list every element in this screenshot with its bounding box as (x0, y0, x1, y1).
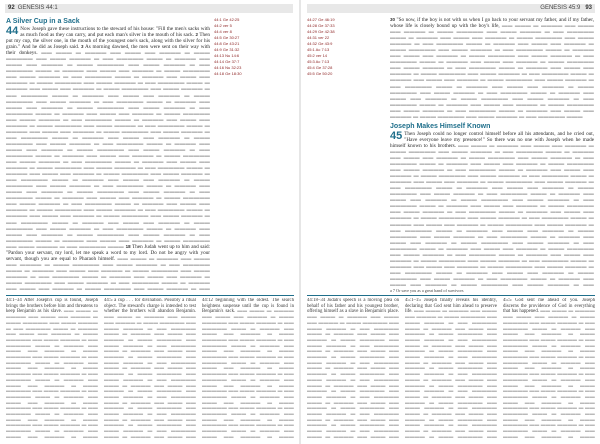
cross-ref: 44:13 Nu 14:6 (214, 53, 240, 58)
text-block-placeholder: ▬▬ ▬▬▬ ▬ ▬▬▬▬ ▬▬ ▬▬▬ ▬▬ ▬▬▬▬ ▬ ▬▬▬ ▬▬▬▬▬ ▬▬ ▬▬▬ ▬▬▬▬ ▬ ▬▬ ▬▬▬▬▬ ▬▬▬ ▬ ▬▬▬▬ ▬▬ ▬▬▬ ▬▬ ▬▬▬▬ ▬ ▬▬▬ ▬▬▬▬▬ ▬▬ ▬▬▬ ▬▬▬▬ ▬ ▬▬ ▬▬▬▬▬ ▬▬▬ ▬ ▬▬▬▬ ▬▬ ▬▬▬ ▬▬ ▬▬▬▬ ▬ ▬▬▬ ▬▬▬▬▬ ▬▬ ▬▬▬ ▬▬▬▬ ▬ ▬▬ ▬▬▬▬▬ ▬▬▬ ▬ ▬▬▬▬ ▬▬ ▬▬▬ ▬▬ ▬▬▬▬ ▬ ▬▬▬ ▬▬▬▬▬ ▬▬ ▬▬▬ ▬▬▬▬ ▬ ▬▬ (6, 255, 210, 292)
text-block-placeholder: ▬▬ ▬▬▬ ▬ ▬▬▬▬ ▬▬ ▬▬▬ ▬▬ ▬▬▬▬ ▬ ▬▬▬ ▬▬▬▬▬ ▬▬ ▬▬▬ ▬▬▬▬ ▬ ▬▬ ▬▬▬▬▬ ▬▬▬ ▬ ▬▬▬▬ ▬▬ ▬▬▬ ▬▬ ▬▬▬▬ ▬ ▬▬▬ ▬▬▬▬▬ ▬▬ ▬▬▬ ▬▬▬▬ ▬ ▬▬ ▬▬▬▬▬ ▬▬▬ ▬ ▬▬▬▬ ▬▬ ▬▬▬ ▬▬ ▬▬▬▬ ▬ ▬▬▬ ▬▬▬▬▬ ▬▬ ▬▬▬ ▬▬▬▬ ▬ ▬▬ ▬▬▬▬▬ ▬▬▬ ▬ ▬▬▬▬ ▬▬ ▬▬▬ ▬▬ ▬▬▬▬ ▬ ▬▬▬ ▬▬▬▬▬ ▬▬ ▬▬▬ ▬▬▬▬ ▬ ▬▬ ▬▬▬▬▬ ▬▬▬ ▬ ▬▬▬▬ ▬▬ ▬▬▬ ▬▬ ▬▬▬▬ ▬ ▬▬▬ ▬▬▬▬▬ ▬▬ ▬▬▬ ▬▬▬▬ ▬ ▬▬ ▬▬▬▬▬ ▬▬▬ ▬ ▬▬▬▬ ▬▬ ▬▬▬ ▬▬ ▬▬▬▬ ▬ ▬▬▬ ▬▬▬▬▬ ▬▬ ▬▬▬ ▬▬▬▬ ▬ ▬▬ ▬▬▬▬▬ ▬▬▬ ▬ ▬▬▬▬ ▬▬ ▬▬▬ ▬▬ ▬▬▬▬ ▬ ▬▬▬ ▬▬▬▬▬ ▬▬ ▬▬▬ ▬▬▬▬ ▬ ▬▬ ▬▬▬▬▬ ▬▬▬ ▬ ▬▬▬▬ ▬▬ ▬▬▬ ▬▬ ▬▬▬▬ ▬ ▬▬▬ ▬▬▬▬▬ ▬▬ ▬▬▬ ▬▬▬▬ ▬ ▬▬ ▬▬▬▬▬ ▬▬▬ ▬ ▬▬▬▬ ▬▬ ▬▬▬ ▬▬ ▬▬▬▬ ▬ ▬▬▬ ▬▬▬▬▬ ▬▬ ▬▬▬ ▬▬▬▬ ▬ ▬▬ ▬▬▬▬▬ ▬▬▬ ▬ ▬▬▬▬ ▬▬ ▬▬▬ ▬▬ ▬▬▬▬ ▬ ▬▬▬ ▬▬▬▬▬ ▬▬ ▬▬▬ ▬▬▬▬ ▬ ▬▬ ▬▬▬▬▬ ▬▬▬ ▬ ▬▬▬▬ ▬▬ ▬▬▬ ▬▬ ▬▬▬▬ ▬ ▬▬▬ ▬▬▬▬▬ ▬▬ ▬▬▬ ▬▬▬▬ ▬ ▬▬ ▬▬▬▬▬ ▬▬▬ ▬ ▬▬▬▬ ▬▬ ▬▬▬ ▬▬ ▬▬▬▬ ▬ ▬▬▬ ▬▬▬▬▬ ▬▬ ▬▬▬ ▬▬▬▬ ▬ ▬▬ ▬▬▬▬▬ ▬▬▬ ▬ ▬▬▬▬ ▬▬ ▬▬▬ ▬▬ ▬▬▬▬ ▬ ▬▬▬ ▬▬▬▬▬ ▬▬ ▬▬▬ ▬▬▬▬ ▬ ▬▬ ▬▬▬▬▬ ▬▬▬ ▬ ▬▬▬▬ ▬▬ ▬▬▬ ▬▬ ▬▬▬▬ ▬ ▬▬▬ ▬▬▬▬▬ ▬▬ ▬▬▬ ▬▬▬▬ ▬ ▬▬ ▬▬▬▬▬ ▬▬▬ ▬ ▬▬▬▬ ▬▬ ▬▬▬ ▬▬ ▬▬▬▬ ▬ ▬▬▬ ▬▬▬▬▬ ▬▬ ▬▬▬ ▬▬▬▬ ▬ ▬▬ ▬▬▬▬▬ ▬▬▬ ▬ ▬▬▬▬ ▬▬ ▬▬▬ ▬▬ ▬▬▬▬ ▬ ▬▬▬ ▬▬▬▬▬ ▬▬ ▬▬▬ ▬▬▬▬ ▬ ▬▬ ▬▬▬▬▬ ▬▬▬ ▬ ▬▬▬▬ ▬▬ ▬▬▬ ▬▬ ▬▬▬▬ ▬ ▬▬▬ ▬▬▬▬▬ ▬▬ ▬▬▬ ▬▬▬▬ ▬ ▬▬ ▬▬▬▬▬ ▬▬▬ ▬ ▬▬▬▬ ▬▬ ▬▬▬ ▬▬ ▬▬▬▬ ▬ ▬▬▬ ▬▬▬▬▬ ▬▬ ▬▬▬ ▬▬▬▬ ▬ ▬▬ ▬▬▬▬▬ ▬▬▬ ▬ ▬▬▬▬ ▬▬ ▬▬▬ ▬▬ ▬▬▬▬ ▬ ▬▬▬ ▬▬▬▬▬ ▬▬ ▬▬▬ ▬▬▬▬ ▬ ▬▬ ▬▬▬▬▬ ▬▬▬ ▬ ▬▬▬▬ ▬▬ ▬▬▬ ▬▬ ▬▬▬▬ ▬ ▬▬▬ ▬▬▬▬▬ ▬▬ ▬▬▬ ▬▬▬▬ ▬ ▬▬ ▬▬▬▬▬ ▬▬▬ ▬ ▬▬▬▬ ▬▬ ▬▬▬ ▬▬ ▬▬▬▬ ▬ ▬▬▬ ▬▬▬▬▬ ▬▬ ▬▬▬ ▬▬▬▬ ▬ ▬▬ ▬▬▬▬▬ ▬▬▬ ▬ ▬▬▬▬ ▬▬ ▬▬▬ ▬▬ ▬▬▬▬ ▬ ▬▬▬ ▬▬▬▬▬ ▬▬ ▬▬▬ ▬▬▬▬ ▬ ▬▬ ▬▬▬▬▬ ▬▬▬ ▬ ▬▬▬▬ ▬▬ ▬▬▬ ▬▬ ▬▬▬▬ ▬ ▬▬▬ ▬▬▬▬▬ ▬▬ ▬▬▬ ▬▬▬▬ ▬ ▬▬ ▬▬▬▬▬ ▬▬▬ (6, 50, 210, 250)
notes-column (503, 298, 595, 438)
right-study-notes (307, 298, 595, 438)
cross-ref: 44:16 Nu 32:23 (214, 65, 242, 70)
cross-ref: 44:32 Ge 43:9 (307, 41, 333, 46)
cross-ref: 44:8 Ge 43:21 (214, 41, 240, 46)
section-heading: A Silver Cup in a Sack (6, 18, 80, 25)
cross-ref: 44:14 Ge 37:7 (214, 59, 240, 64)
right-main-text (390, 17, 594, 287)
cross-ref: 45:1 Ac 7:13 (307, 47, 330, 52)
cross-ref: 44:28 Ge 37:33 (307, 23, 335, 28)
left-cross-references (214, 17, 294, 292)
cross-ref: 44:1 Ge 42:25 (214, 17, 240, 22)
chapter-45-text: Then Joseph could no longer control himself before all his attendants, and he cried out, "Have everyone leave my presence!" So there was no one with Joseph when he made himself known to his brothers. (390, 130, 594, 149)
text-block-placeholder: ▬▬ ▬▬▬ ▬ ▬▬▬▬ ▬▬ ▬▬▬ ▬▬ ▬▬▬▬ ▬ ▬▬▬ ▬▬▬▬▬ ▬▬ ▬▬▬ ▬▬▬▬ ▬ ▬▬ ▬▬▬▬▬ ▬▬▬ ▬ ▬▬▬▬ ▬▬ ▬▬▬ ▬▬ ▬▬▬▬ ▬ ▬▬▬ ▬▬▬▬▬ ▬▬ ▬▬▬ ▬▬▬▬ ▬ ▬▬ ▬▬▬▬▬ ▬▬▬ ▬ ▬▬▬▬ ▬▬ ▬▬▬ ▬▬ ▬▬▬▬ ▬ ▬▬▬ ▬▬▬▬▬ ▬▬ ▬▬▬ ▬▬▬▬ ▬ ▬▬ ▬▬▬▬▬ ▬▬▬ ▬ ▬▬▬▬ ▬▬ ▬▬▬ ▬▬ ▬▬▬▬ ▬ ▬▬▬ ▬▬▬▬▬ ▬▬ ▬▬▬ ▬▬▬▬ ▬ ▬▬ ▬▬▬▬▬ ▬▬▬ ▬ ▬▬▬▬ ▬▬ ▬▬▬ ▬▬ ▬▬▬▬ ▬ ▬▬▬ ▬▬▬▬▬ ▬▬ ▬▬▬ ▬▬▬▬ ▬ ▬▬ ▬▬▬▬▬ ▬▬▬ ▬ ▬▬▬▬ ▬▬ ▬▬▬ ▬▬ ▬▬▬▬ ▬ ▬▬▬ ▬▬▬▬▬ ▬▬ ▬▬▬ ▬▬▬▬ ▬ ▬▬ ▬▬▬▬▬ ▬▬▬ ▬ ▬▬▬▬ ▬▬ ▬▬▬ ▬▬ ▬▬▬▬ ▬ ▬▬▬ ▬▬▬▬▬ ▬▬ ▬▬▬ ▬▬▬▬ ▬ ▬▬ ▬▬▬▬▬ ▬▬▬ ▬ ▬▬▬▬ ▬▬ ▬▬▬ ▬▬ (104, 315, 196, 438)
cross-ref: 44:18 Ge 18:30 (214, 71, 242, 76)
cross-ref: 44:29 Ge 42:38 (307, 29, 335, 34)
study-note: 45:5 God sent me ahead of you. Joseph discerns the providence of God in everything that has happened. (503, 298, 595, 315)
study-note: 44:12 beginning with the oldest. The search heightens suspense until the cup is found in Benjamin's sack. (202, 298, 294, 315)
text-block-placeholder: ▬▬ ▬▬▬ ▬ ▬▬▬▬ ▬▬ ▬▬▬ ▬▬ ▬▬▬▬ ▬ ▬▬▬ ▬▬▬▬▬ ▬▬ ▬▬▬ ▬▬▬▬ ▬ ▬▬ ▬▬▬▬▬ ▬▬▬ ▬ ▬▬▬▬ ▬▬ ▬▬▬ ▬▬ ▬▬▬▬ ▬ ▬▬▬ ▬▬▬▬▬ ▬▬ ▬▬▬ ▬▬▬▬ ▬ ▬▬ ▬▬▬▬▬ ▬▬▬ ▬ ▬▬▬▬ ▬▬ ▬▬▬ ▬▬ ▬▬▬▬ ▬ ▬▬▬ ▬▬▬▬▬ ▬▬ ▬▬▬ ▬▬▬▬ ▬ ▬▬ ▬▬▬▬▬ ▬▬▬ ▬ ▬▬▬▬ ▬▬ ▬▬▬ ▬▬ ▬▬▬▬ ▬ ▬▬▬ ▬▬▬▬▬ ▬▬ ▬▬▬ ▬▬▬▬ ▬ ▬▬ ▬▬▬▬▬ ▬▬▬ ▬ ▬▬▬▬ ▬▬ ▬▬▬ ▬▬ ▬▬▬▬ ▬ ▬▬▬ ▬▬▬▬▬ ▬▬ ▬▬▬ ▬▬▬▬ ▬ ▬▬ ▬▬▬▬▬ ▬▬▬ ▬ ▬▬▬▬ ▬▬ ▬▬▬ ▬▬ ▬▬▬▬ ▬ ▬▬▬ ▬▬▬▬▬ ▬▬ ▬▬▬ ▬▬▬▬ ▬ ▬▬ ▬▬▬▬▬ ▬▬▬ ▬ ▬▬▬▬ ▬▬ ▬▬▬ ▬▬ ▬▬▬▬ ▬ ▬▬▬ ▬▬▬▬▬ ▬▬ ▬▬▬ ▬▬▬▬ ▬ ▬▬ ▬▬▬▬▬ ▬▬▬ ▬ ▬▬▬▬ ▬▬ ▬▬▬ ▬▬ ▬▬▬▬ ▬ ▬▬▬ ▬▬▬▬▬ ▬▬ ▬▬▬ ▬▬▬▬ ▬ ▬▬ ▬▬▬▬▬ ▬▬▬ ▬ ▬▬▬▬ ▬▬ ▬▬▬ ▬▬ ▬▬▬▬ ▬ ▬▬▬ ▬▬▬▬▬ ▬▬ ▬▬▬ ▬▬▬▬ ▬ ▬▬ ▬▬▬▬▬ ▬▬▬ ▬ ▬▬▬▬ ▬▬ ▬▬▬ ▬▬ ▬▬▬▬ ▬ ▬▬▬ ▬▬▬▬▬ ▬▬ ▬▬▬ ▬▬▬▬ ▬ ▬▬ ▬▬▬▬▬ ▬▬▬ ▬ ▬▬▬▬ ▬▬ ▬▬▬ ▬▬ ▬▬▬▬ ▬ ▬▬▬ ▬▬▬▬▬ ▬▬ ▬▬▬ ▬▬▬▬ ▬ ▬▬ ▬▬▬▬▬ ▬▬▬ ▬ ▬▬▬▬ ▬▬ ▬▬▬ ▬▬ ▬▬▬▬ ▬ ▬▬▬ ▬▬▬▬▬ ▬▬ ▬▬▬ ▬▬▬▬ ▬ ▬▬ ▬▬▬▬▬ ▬▬▬ ▬ ▬▬▬▬ ▬▬ ▬▬▬ ▬▬ ▬▬▬▬ ▬ ▬▬▬ ▬▬▬▬▬ ▬▬ ▬▬▬ ▬▬▬▬ ▬ ▬▬ ▬▬▬▬▬ ▬▬▬ ▬ ▬▬▬▬ ▬▬ ▬▬▬ ▬▬ ▬▬▬▬ ▬ ▬▬▬ ▬▬▬▬▬ ▬▬ ▬▬▬ ▬▬▬▬ ▬ ▬▬ ▬▬▬▬▬ ▬▬▬ ▬ ▬▬▬▬ ▬▬ ▬▬▬ ▬▬ ▬▬▬▬ ▬ ▬▬▬ ▬▬▬▬▬ ▬▬ ▬▬▬ ▬▬▬▬ ▬ ▬▬ ▬▬▬▬▬ ▬▬▬ ▬ ▬▬▬▬ ▬▬ ▬▬▬ ▬▬ ▬▬▬▬ ▬ ▬▬▬ ▬▬▬▬▬ ▬▬ ▬▬▬ ▬▬▬▬ ▬ ▬▬ ▬▬▬▬▬ ▬▬▬ ▬ ▬▬▬▬ ▬▬ ▬▬▬ ▬▬ ▬▬▬▬ ▬ ▬▬▬ ▬▬▬▬▬ ▬▬ ▬▬▬ ▬▬▬▬ ▬ ▬▬ (390, 142, 594, 287)
cross-ref: 45:5 Ge 50:20 (307, 71, 333, 76)
text-block-placeholder: ▬▬ ▬▬▬ ▬ ▬▬▬▬ ▬▬ ▬▬▬ ▬▬ ▬▬▬▬ ▬ ▬▬▬ ▬▬▬▬▬ ▬▬ ▬▬▬ ▬▬▬▬ ▬ ▬▬ ▬▬▬▬▬ ▬▬▬ ▬ ▬▬▬▬ ▬▬ ▬▬▬ ▬▬ ▬▬▬▬ ▬ ▬▬▬ ▬▬▬▬▬ ▬▬ ▬▬▬ ▬▬▬▬ ▬ ▬▬ ▬▬▬▬▬ ▬▬▬ ▬ ▬▬▬▬ ▬▬ ▬▬▬ ▬▬ ▬▬▬▬ ▬ ▬▬▬ ▬▬▬▬▬ ▬▬ ▬▬▬ ▬▬▬▬ ▬ ▬▬ ▬▬▬▬▬ ▬▬▬ ▬ ▬▬▬▬ ▬▬ ▬▬▬ ▬▬ ▬▬▬▬ ▬ ▬▬▬ ▬▬▬▬▬ ▬▬ ▬▬▬ ▬▬▬▬ ▬ ▬▬ ▬▬▬▬▬ ▬▬▬ ▬ ▬▬▬▬ ▬▬ ▬▬▬ ▬▬ ▬▬▬▬ ▬ ▬▬▬ ▬▬▬▬▬ ▬▬ ▬▬▬ ▬▬▬▬ ▬ ▬▬ ▬▬▬▬▬ ▬▬▬ ▬ ▬▬▬▬ ▬▬ ▬▬▬ ▬▬ ▬▬▬▬ ▬ ▬▬▬ ▬▬▬▬▬ ▬▬ ▬▬▬ ▬▬▬▬ ▬ ▬▬ ▬▬▬▬▬ ▬▬▬ ▬ ▬▬▬▬ ▬▬ ▬▬▬ ▬▬ ▬▬▬▬ ▬ ▬▬▬ ▬▬▬▬▬ ▬▬ ▬▬▬ ▬▬▬▬ ▬ ▬▬ ▬▬▬▬▬ ▬▬▬ ▬ ▬▬▬▬ ▬▬ ▬▬▬ ▬▬ (307, 315, 399, 438)
cross-ref: 44:9 Ge 31:32 (214, 47, 240, 52)
chapter-number: 45 (390, 129, 403, 142)
text-block-placeholder: ▬▬ ▬▬▬ ▬ ▬▬▬▬ ▬▬ ▬▬▬ ▬▬ ▬▬▬▬ ▬ ▬▬▬ ▬▬▬▬▬ ▬▬ ▬▬▬ ▬▬▬▬ ▬ ▬▬ ▬▬▬▬▬ ▬▬▬ ▬ ▬▬▬▬ ▬▬ ▬▬▬ ▬▬ ▬▬▬▬ ▬ ▬▬▬ ▬▬▬▬▬ ▬▬ ▬▬▬ ▬▬▬▬ ▬ ▬▬ ▬▬▬▬▬ ▬▬▬ ▬ ▬▬▬▬ ▬▬ ▬▬▬ ▬▬ ▬▬▬▬ ▬ ▬▬▬ ▬▬▬▬▬ ▬▬ ▬▬▬ ▬▬▬▬ ▬ ▬▬ ▬▬▬▬▬ ▬▬▬ ▬ ▬▬▬▬ ▬▬ ▬▬▬ ▬▬ ▬▬▬▬ ▬ ▬▬▬ ▬▬▬▬▬ ▬▬ ▬▬▬ ▬▬▬▬ ▬ ▬▬ ▬▬▬▬▬ ▬▬▬ ▬ ▬▬▬▬ ▬▬ ▬▬▬ ▬▬ ▬▬▬▬ ▬ ▬▬▬ ▬▬▬▬▬ ▬▬ ▬▬▬ ▬▬▬▬ ▬ ▬▬ ▬▬▬▬▬ ▬▬▬ ▬ ▬▬▬▬ ▬▬ ▬▬▬ ▬▬ ▬▬▬▬ ▬ ▬▬▬ ▬▬▬▬▬ ▬▬ ▬▬▬ ▬▬▬▬ ▬ ▬▬ ▬▬▬▬▬ ▬▬▬ ▬ ▬▬▬▬ ▬▬ ▬▬▬ ▬▬ ▬▬▬▬ ▬ ▬▬▬ ▬▬▬▬▬ ▬▬ ▬▬▬ ▬▬▬▬ ▬ ▬▬ ▬▬▬▬▬ ▬▬▬ ▬ ▬▬▬▬ ▬▬ ▬▬▬ ▬▬ ▬▬▬▬ ▬ ▬▬▬ (202, 309, 294, 438)
text-block-placeholder: ▬▬ ▬▬▬ ▬ ▬▬▬▬ ▬▬ ▬▬▬ ▬▬ ▬▬▬▬ ▬ ▬▬▬ ▬▬▬▬▬ ▬▬ ▬▬▬ ▬▬▬▬ ▬ ▬▬ ▬▬▬▬▬ ▬▬▬ ▬ ▬▬▬▬ ▬▬ ▬▬▬ ▬▬ ▬▬▬▬ ▬ ▬▬▬ ▬▬▬▬▬ ▬▬ ▬▬▬ ▬▬▬▬ ▬ ▬▬ ▬▬▬▬▬ ▬▬▬ ▬ ▬▬▬▬ ▬▬ ▬▬▬ ▬▬ ▬▬▬▬ ▬ ▬▬▬ ▬▬▬▬▬ ▬▬ ▬▬▬ ▬▬▬▬ ▬ ▬▬ ▬▬▬▬▬ ▬▬▬ ▬ ▬▬▬▬ ▬▬ ▬▬▬ ▬▬ ▬▬▬▬ ▬ ▬▬▬ ▬▬▬▬▬ ▬▬ ▬▬▬ ▬▬▬▬ ▬ ▬▬ ▬▬▬▬▬ ▬▬▬ ▬ ▬▬▬▬ ▬▬ ▬▬▬ ▬▬ ▬▬▬▬ ▬ ▬▬▬ ▬▬▬▬▬ ▬▬ ▬▬▬ ▬▬▬▬ ▬ ▬▬ ▬▬▬▬▬ ▬▬▬ ▬ ▬▬▬▬ ▬▬ ▬▬▬ ▬▬ ▬▬▬▬ ▬ ▬▬▬ ▬▬▬▬▬ ▬▬ ▬▬▬ ▬▬▬▬ ▬ ▬▬ ▬▬▬▬▬ ▬▬▬ ▬ ▬▬▬▬ ▬▬ ▬▬▬ ▬▬ ▬▬▬▬ ▬ ▬▬▬ ▬▬▬▬▬ ▬▬ ▬▬▬ ▬▬▬▬ ▬ ▬▬ ▬▬▬▬▬ ▬▬▬ ▬ ▬▬▬▬ ▬▬ ▬▬▬ ▬▬ ▬▬▬▬ ▬ ▬▬▬ (6, 309, 98, 438)
notes-column (202, 298, 294, 438)
cross-ref: 44:31 ver 22 (307, 35, 330, 40)
text-block-placeholder: ▬▬ ▬▬▬ ▬ ▬▬▬▬ ▬▬ ▬▬▬ ▬▬ ▬▬▬▬ ▬ ▬▬▬ ▬▬▬▬▬ ▬▬ ▬▬▬ ▬▬▬▬ ▬ ▬▬ ▬▬▬▬▬ ▬▬▬ ▬ ▬▬▬▬ ▬▬ ▬▬▬ ▬▬ ▬▬▬▬ ▬ ▬▬▬ ▬▬▬▬▬ ▬▬ ▬▬▬ ▬▬▬▬ ▬ ▬▬ ▬▬▬▬▬ ▬▬▬ ▬ ▬▬▬▬ ▬▬ ▬▬▬ ▬▬ ▬▬▬▬ ▬ ▬▬▬ ▬▬▬▬▬ ▬▬ ▬▬▬ ▬▬▬▬ ▬ ▬▬ ▬▬▬▬▬ ▬▬▬ ▬ ▬▬▬▬ ▬▬ ▬▬▬ ▬▬ ▬▬▬▬ ▬ ▬▬▬ ▬▬▬▬▬ ▬▬ ▬▬▬ ▬▬▬▬ ▬ ▬▬ ▬▬▬▬▬ ▬▬▬ ▬ ▬▬▬▬ ▬▬ ▬▬▬ ▬▬ ▬▬▬▬ ▬ ▬▬▬ ▬▬▬▬▬ ▬▬ ▬▬▬ ▬▬▬▬ ▬ ▬▬ ▬▬▬▬▬ ▬▬▬ ▬ ▬▬▬▬ ▬▬ ▬▬▬ ▬▬ ▬▬▬▬ ▬ ▬▬▬ ▬▬▬▬▬ ▬▬ ▬▬▬ ▬▬▬▬ ▬ ▬▬ ▬▬▬▬▬ ▬▬▬ ▬ ▬▬▬▬ ▬▬ ▬▬▬ ▬▬ ▬▬▬▬ ▬ ▬▬▬ ▬▬▬▬▬ ▬▬ ▬▬▬ ▬▬▬▬ ▬ ▬▬ ▬▬▬▬▬ ▬▬▬ ▬ ▬▬▬▬ ▬▬ ▬▬▬ ▬▬ ▬▬▬▬ ▬ ▬▬▬ ▬▬▬▬▬ ▬▬ (405, 309, 497, 438)
right-cross-references (307, 17, 387, 292)
cross-ref: 45:3 Ac 7:13 (307, 59, 330, 64)
notes-column (307, 298, 399, 438)
verse-3-text: As morning dawned, the men were sent on their way with their donkeys. (6, 44, 210, 57)
section-heading-mid: Joseph Makes Himself Known (390, 122, 491, 130)
left-study-notes (6, 298, 294, 438)
right-running-header (307, 4, 595, 13)
verse-number: 2 (195, 32, 198, 38)
notes-divider (6, 295, 294, 296)
cross-ref: 44:4 ver 8 (214, 29, 232, 34)
right-book-chapter: GENESIS 45:9 (540, 5, 581, 11)
cross-ref: 45:2 ver 14 (307, 53, 328, 58)
right-page-number: 93 (585, 5, 592, 11)
left-page-number: 92 (8, 5, 15, 11)
study-note: 44:18–34 Judah's speech is a moving plea on behalf of his father and his youngest brother, offering himself as a slave in Benjamin's place. (307, 298, 399, 315)
chapter-number: 44 (6, 25, 19, 37)
verse-number: 18 (125, 243, 131, 249)
study-note: 44:1–34 After Joseph's cup is found, Joseph brings the brothers before him and threatens to keep Benjamin as his slave. (6, 298, 98, 315)
notes-column (104, 298, 196, 438)
cross-ref: 44:27 Ge 46:19 (307, 17, 335, 22)
translation-footnote: a 7 Or save you as a great band of survivors (390, 288, 464, 293)
notes-column (6, 298, 98, 438)
left-main-text (6, 17, 210, 292)
verse-1-text: Now Joseph gave these instructions to the steward of his house: "Fill the men's sacks with as much food as they can carry, and put each man's silver in the mouth of his sack. (20, 26, 210, 39)
left-book-chapter: GENESIS 44:1 (17, 5, 58, 11)
study-note: 45:1–15 Joseph finally reveals his identity, declaring that God sent him ahead to preserve life. (405, 298, 497, 315)
right-page (300, 0, 600, 444)
verse-18-text: Then Judah went up to him and said: "Pardon your servant, my lord, let me speak a word to my lord. Do not be angry with your servant, though you are equal to Pharaoh himself. (6, 243, 210, 262)
text-block-placeholder: ▬▬ ▬▬▬ ▬ ▬▬▬▬ ▬▬ ▬▬▬ ▬▬ ▬▬▬▬ ▬ ▬▬▬ ▬▬▬▬▬ ▬▬ ▬▬▬ ▬▬▬▬ ▬ ▬▬ ▬▬▬▬▬ ▬▬▬ ▬ ▬▬▬▬ ▬▬ ▬▬▬ ▬▬ ▬▬▬▬ ▬ ▬▬▬ ▬▬▬▬▬ ▬▬ ▬▬▬ ▬▬▬▬ ▬ ▬▬ ▬▬▬▬▬ ▬▬▬ ▬ ▬▬▬▬ ▬▬ ▬▬▬ ▬▬ ▬▬▬▬ ▬ ▬▬▬ ▬▬▬▬▬ ▬▬ ▬▬▬ ▬▬▬▬ ▬ ▬▬ ▬▬▬▬▬ ▬▬▬ ▬ ▬▬▬▬ ▬▬ ▬▬▬ ▬▬ ▬▬▬▬ ▬ ▬▬▬ ▬▬▬▬▬ ▬▬ ▬▬▬ ▬▬▬▬ ▬ ▬▬ ▬▬▬▬▬ ▬▬▬ ▬ ▬▬▬▬ ▬▬ ▬▬▬ ▬▬ ▬▬▬▬ ▬ ▬▬▬ ▬▬▬▬▬ ▬▬ ▬▬▬ ▬▬▬▬ ▬ ▬▬ ▬▬▬▬▬ ▬▬▬ ▬ ▬▬▬▬ ▬▬ ▬▬▬ ▬▬ ▬▬▬▬ ▬ ▬▬▬ ▬▬▬▬▬ ▬▬ ▬▬▬ ▬▬▬▬ ▬ ▬▬ ▬▬▬▬▬ ▬▬▬ ▬ ▬▬▬▬ ▬▬ ▬▬▬ ▬▬ ▬▬▬▬ ▬ ▬▬▬ ▬▬▬▬▬ ▬▬ ▬▬▬ ▬▬▬▬ ▬ ▬▬ ▬▬▬▬▬ ▬▬▬ ▬ ▬▬▬▬ ▬▬ ▬▬▬ ▬▬ ▬▬▬▬ ▬ ▬▬▬ ▬▬▬▬▬ ▬▬ ▬▬▬ ▬▬▬▬ ▬ ▬▬ ▬▬▬▬▬ ▬▬▬ ▬ ▬▬▬▬ ▬▬ ▬▬▬ ▬▬ ▬▬▬▬ ▬ ▬▬▬ ▬▬▬▬▬ ▬▬ ▬▬▬ ▬▬▬▬ ▬ ▬▬ ▬▬▬▬▬ ▬▬▬ ▬ ▬▬▬▬ ▬▬ ▬▬▬ ▬▬ ▬▬▬▬ ▬ ▬▬▬ ▬▬▬▬▬ ▬▬ ▬▬▬ ▬▬▬▬ ▬ ▬▬ ▬▬▬▬▬ ▬▬▬ ▬ ▬▬▬▬ ▬▬ ▬▬▬ ▬▬ ▬▬▬▬ ▬ ▬▬▬ ▬▬▬▬▬ ▬▬ ▬▬▬ ▬▬▬▬ ▬ ▬▬ ▬▬▬▬▬ ▬▬▬ (390, 23, 594, 120)
study-note: 44:5 a cup . . . for divination. Possibly a ritual object. The steward's charge is intended to test whether the brothers will abandon Benjamin. (104, 298, 196, 315)
verse-30-text: "So now, if the boy is not with us when I go back to your servant my father, and if my father, whose life is closely bound up with the boy's life, (390, 17, 594, 30)
notes-column (405, 298, 497, 438)
notes-divider (307, 295, 595, 296)
verse-number: 30 (390, 17, 396, 22)
verse-number: 3 (80, 44, 84, 50)
cross-ref: 45:4 Ge 37:28 (307, 65, 333, 70)
cross-ref: 44:2 ver 5 (214, 23, 232, 28)
verse-2-text: Then put my cup, the silver one, in the mouth of the youngest one's sack, along with the silver for his grain." And he did as Joseph said. (6, 32, 210, 51)
cross-ref: 44:5 Ge 30:27 (214, 35, 240, 40)
left-running-header (5, 4, 293, 13)
text-block-placeholder: ▬▬ ▬▬▬ ▬ ▬▬▬▬ ▬▬ ▬▬▬ ▬▬ ▬▬▬▬ ▬ ▬▬▬ ▬▬▬▬▬ ▬▬ ▬▬▬ ▬▬▬▬ ▬ ▬▬ ▬▬▬▬▬ ▬▬▬ ▬ ▬▬▬▬ ▬▬ ▬▬▬ ▬▬ ▬▬▬▬ ▬ ▬▬▬ ▬▬▬▬▬ ▬▬ ▬▬▬ ▬▬▬▬ ▬ ▬▬ ▬▬▬▬▬ ▬▬▬ ▬ ▬▬▬▬ ▬▬ ▬▬▬ ▬▬ ▬▬▬▬ ▬ ▬▬▬ ▬▬▬▬▬ ▬▬ ▬▬▬ ▬▬▬▬ ▬ ▬▬ ▬▬▬▬▬ ▬▬▬ ▬ ▬▬▬▬ ▬▬ ▬▬▬ ▬▬ ▬▬▬▬ ▬ ▬▬▬ ▬▬▬▬▬ ▬▬ ▬▬▬ ▬▬▬▬ ▬ ▬▬ ▬▬▬▬▬ ▬▬▬ ▬ ▬▬▬▬ ▬▬ ▬▬▬ ▬▬ ▬▬▬▬ ▬ ▬▬▬ ▬▬▬▬▬ ▬▬ ▬▬▬ ▬▬▬▬ ▬ ▬▬ ▬▬▬▬▬ ▬▬▬ ▬ ▬▬▬▬ ▬▬ ▬▬▬ ▬▬ ▬▬▬▬ ▬ ▬▬▬ ▬▬▬▬▬ ▬▬ ▬▬▬ ▬▬▬▬ ▬ ▬▬ ▬▬▬▬▬ ▬▬▬ ▬ ▬▬▬▬ ▬▬ ▬▬▬ ▬▬ ▬▬▬▬ ▬ ▬▬▬ ▬▬▬▬▬ ▬▬ ▬▬▬ ▬▬▬▬ ▬ ▬▬ ▬▬▬▬▬ ▬▬▬ ▬ ▬▬▬▬ ▬▬ ▬▬▬ ▬▬ ▬▬▬▬ ▬ ▬▬▬ (503, 309, 595, 438)
